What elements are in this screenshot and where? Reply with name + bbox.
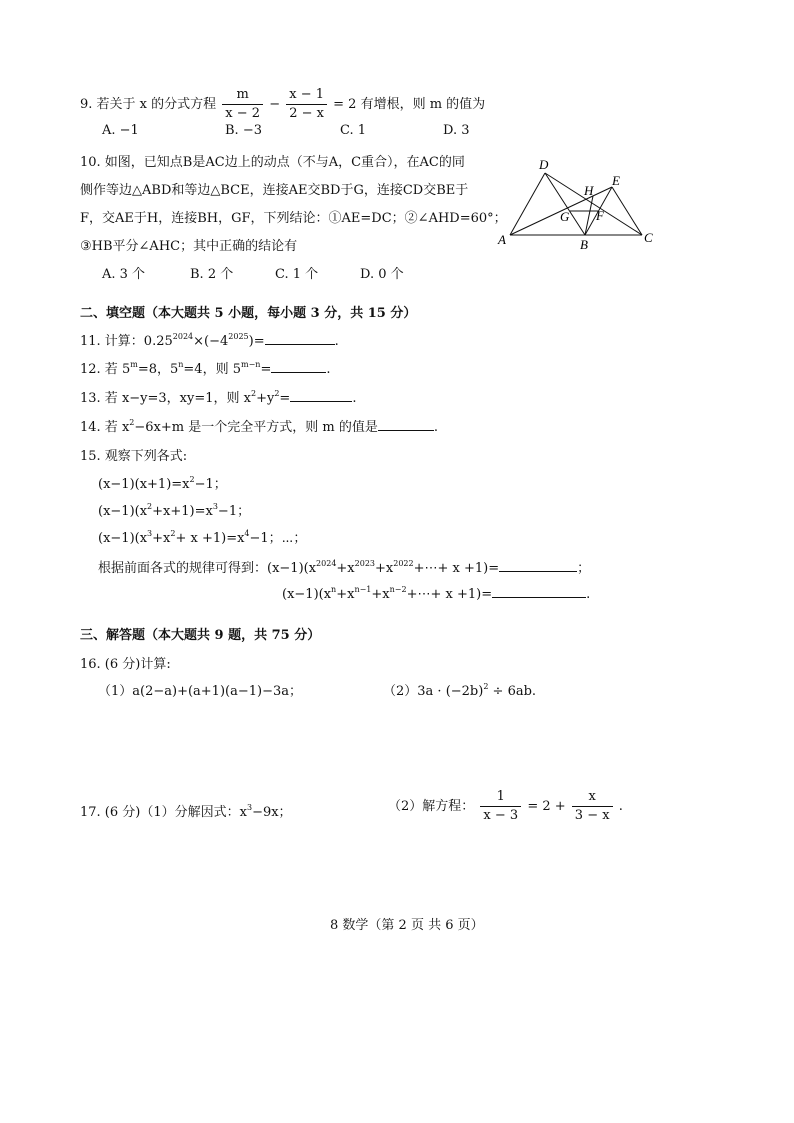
q16-part-1: （1）a(2−a)+(a+1)(a−1)−3a；: [98, 684, 303, 699]
question-13: 13. 若 x−y=3，xy=1，则 $x^2+y^2=$ .: [80, 389, 357, 406]
line-bh: [585, 196, 593, 235]
q9-option-d: D. 3: [443, 123, 470, 138]
q15-line-5: $(x-1)(x^n+x^{n-1}+x^{n-2}+\cdots+ x +1)=$ .: [282, 585, 591, 602]
question-11: 11. 计算：$0.25^{2024}\times(-4^{2025})=$ .: [80, 332, 339, 349]
q17-part-1: 17. (6 分)（1）分解因式：$x^3-9x$；: [80, 803, 292, 820]
question-9: 9. 若关于 x 的分式方程 $\frac{m}{x - 2}$ − $\frac{x - 1}{2 - x}$ = 2 有增根，则 m 的值为: [80, 87, 486, 121]
q16-title: 16. (6 分)计算:: [80, 657, 171, 672]
question-12: 12. 若 $5^m=8$，$5^n=4$，则 $5^{m-n}=$ .: [80, 360, 331, 377]
q14-answer-blank[interactable]: [378, 418, 434, 431]
q12-answer-blank[interactable]: [271, 360, 326, 373]
q15-line-1: $(x-1)(x+1)=x^2-1$；: [98, 475, 227, 492]
q10-line-4: ③HB平分∠AHC；其中正确的结论有: [80, 239, 298, 254]
q15-line-3: $(x-1)(x^3+x^2+ x +1)=x^4-1$；⋯；: [98, 529, 307, 546]
q10-triangle-figure: [495, 155, 665, 255]
q15-answer-blank-2[interactable]: [492, 585, 586, 598]
q9-fraction-1: $\frac{m}{x - 2}$: [222, 86, 263, 123]
q9-fraction-2: $\frac{x - 1}{2 - x}$: [286, 86, 327, 123]
line-dc: [545, 173, 642, 235]
question-14: 14. 若 $x^2-6x+m$ 是一个完全平方式，则 m 的值是 .: [80, 418, 438, 435]
q17-fraction-1: $\frac{1}{x - 3}$: [480, 788, 521, 825]
q10-option-c: C. 1 个: [275, 267, 319, 282]
q10-option-a: A. 3 个: [102, 267, 146, 282]
section-3-title: 三、解答题（本大题共 9 题，共 75 分）: [80, 628, 321, 643]
q15-title: 15. 观察下列各式:: [80, 449, 188, 464]
line-ec: [612, 187, 642, 235]
q9-option-b: B. −3: [225, 123, 262, 138]
label-d: D: [539, 157, 549, 172]
label-b: B: [580, 237, 588, 252]
q17-part-2: （2）解方程： $\frac{1}{x - 3}$ = 2 + $\frac{x}{3 - x}$ .: [388, 789, 623, 823]
q10-option-d: D. 0 个: [360, 267, 404, 282]
q17-fraction-2: $\frac{x}{3 - x}$: [572, 788, 613, 825]
label-c: C: [644, 230, 653, 245]
q11-answer-blank[interactable]: [265, 332, 335, 345]
page-footer: 8 数学（第 2 页 共 6 页）: [330, 918, 484, 933]
label-f: F: [596, 208, 604, 223]
q15-answer-blank-1[interactable]: [499, 559, 577, 572]
q10-line-2: 侧作等边△ABD和等边△BCE，连接AE交BD于G，连接CD交BE于: [80, 183, 469, 198]
q10-line-1: 10. 如图，已知点B是AC边上的动点（不与A，C重合），在AC的同: [80, 155, 465, 170]
q10-line-3: F，交AE于H，连接BH，GF，下列结论：①AE=DC；②∠AHD=60°；: [80, 211, 507, 226]
q9-option-a: A. −1: [102, 123, 139, 138]
q9-option-c: C. 1: [340, 123, 367, 138]
line-ad: [510, 173, 545, 235]
q15-line-2: $(x-1)(x^2+x+1)=x^3-1$；: [98, 502, 251, 519]
q16-part-2: $(2)3a \cdot (-2b)^2 \div 6ab$.: [383, 682, 537, 699]
q13-answer-blank[interactable]: [290, 389, 352, 402]
label-h: H: [584, 183, 594, 198]
q15-line-4: 根据前面各式的规律可得到：$(x-1)(x^{2024}+x^{2023}+x^{2022}+\cdots+ x +1)=$ ；: [98, 559, 591, 576]
section-2-title: 二、填空题（本大题共 5 小题，每小题 3 分，共 15 分）: [80, 306, 417, 321]
label-e: E: [612, 173, 620, 188]
q10-option-b: B. 2 个: [190, 267, 234, 282]
label-g: G: [560, 209, 570, 224]
q9-suffix: = 2 有增根，则 m 的值为: [333, 97, 486, 112]
label-a: A: [498, 232, 506, 247]
line-db: [545, 173, 585, 235]
q9-prefix: 9. 若关于 x 的分式方程: [80, 97, 217, 112]
